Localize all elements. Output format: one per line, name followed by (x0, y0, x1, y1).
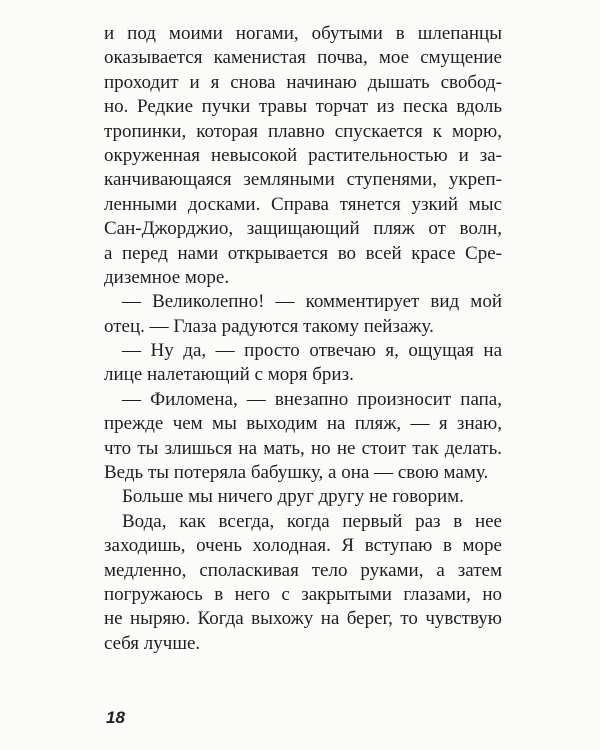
text-line: — Великолепно! — комментирует вид мой (122, 291, 502, 313)
text-line: отец. — Глаза радуются такому пейзажу. (104, 315, 434, 337)
page-number: 18 (106, 708, 125, 727)
body-text (104, 22, 502, 656)
text-line: окруженная невысокой растительностью и за- (104, 144, 502, 166)
text-line: заходишь, очень холодная. Я вступаю в море (104, 535, 502, 557)
text-line: а перед нами открывается во всей красе Сре- (104, 242, 502, 264)
text-line: себя лучше. (104, 632, 201, 654)
text-line: что ты злишься на мать, но не стоит так делать. (104, 437, 502, 459)
text-line: прежде чем мы выходим на пляж, — я знаю, (104, 413, 502, 435)
text-line: Сан-Джорджио, защищающий пляж от волн, (104, 218, 502, 240)
text-line: Вода, как всегда, когда первый раз в нее (122, 510, 502, 532)
text-line: Больше мы ничего друг другу не говорим. (122, 486, 464, 508)
text-line: оказывается каменистая почва, мое смущение (104, 47, 502, 69)
text-line: — Филомена, — внезапно произносит папа, (122, 388, 502, 410)
text-line: канчивающаяся земляными ступенями, укреп- (104, 169, 502, 191)
text-line: тропинки, которая плавно спускается к морю, (104, 120, 502, 142)
text-line: диземное море. (104, 266, 230, 288)
text-line: и под моими ногами, обутыми в шлепанцы (104, 23, 502, 44)
text-line: ленными досками. Справа тянется узкий мыс (104, 193, 502, 215)
text-line: не ныряю. Когда выхожу на берег, то чувствую (104, 608, 502, 630)
text-line: погружаюсь в него с закрытыми глазами, но (104, 583, 502, 605)
text-line: лице налетающий с моря бриз. (104, 364, 354, 386)
text-line: — Ну да, — просто отвечаю я, ощущая на (122, 340, 502, 362)
text-line: проходит и я снова начинаю дышать свобод- (104, 71, 502, 93)
text-line: медленно, споласкивая тело руками, а затем (104, 559, 502, 581)
text-line: но. Редкие пучки травы торчат из песка вдоль (104, 96, 502, 118)
text-line: Ведь ты потеряла бабушку, а она — свою маму. (104, 462, 489, 484)
